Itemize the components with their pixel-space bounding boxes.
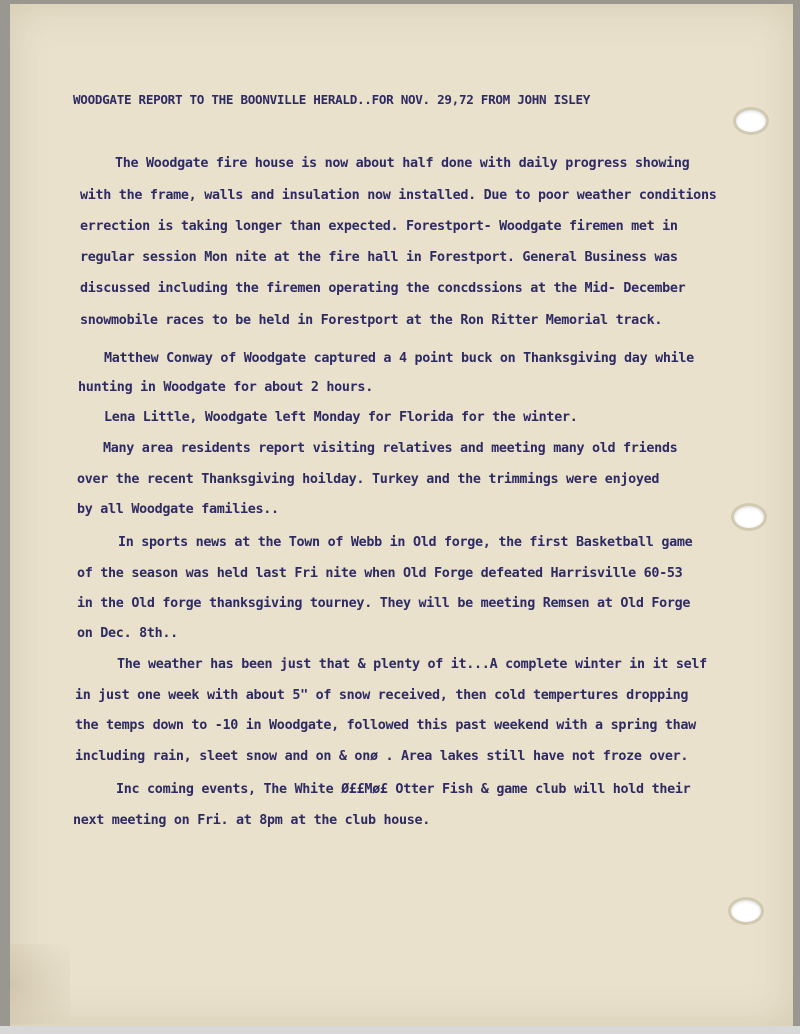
text-line-9: Lena Little, Woodgate left Monday for Florida for the winter. xyxy=(104,410,578,425)
text-line-21: Inc coming events, The White Ø££Mø£ Otter Fish & game club will hold their xyxy=(116,782,691,797)
text-line-12: by all Woodgate families.. xyxy=(77,502,279,517)
text-line-20: including rain, sleet snow and on & onø . Area lakes still have not froze over. xyxy=(75,749,689,764)
text-line-17: The weather has been just that & plenty of it...A complete winter in it self xyxy=(117,657,707,672)
text-line-15: in the Old forge thanksgiving tourney. They will be meeting Remsen at Old Forge xyxy=(77,596,691,611)
text-line-3: errection is taking longer than expected. Forestport- Woodgate firemen met in xyxy=(80,219,678,234)
paper-stain xyxy=(10,944,70,1024)
text-line-14: of the season was held last Fri nite when Old Forge defeated Harrisville 60-53 xyxy=(77,566,683,581)
text-line-2: with the frame, walls and insulation now installed. Due to poor weather conditions xyxy=(80,188,717,203)
bottom-margin xyxy=(0,1026,800,1034)
text-line-16: on Dec. 8th.. xyxy=(77,626,178,641)
text-line-1: The Woodgate fire house is now about half done with daily progress showing xyxy=(115,156,690,171)
text-line-11: over the recent Thanksgiving hoilday. Turkey and the trimmings were enjoyed xyxy=(77,472,660,487)
text-line-6: snowmobile races to be held in Forestport at the Ron Ritter Memorial track. xyxy=(80,313,663,328)
text-line-13: In sports news at the Town of Webb in Old forge, the first Basketball game xyxy=(118,535,693,550)
punch-hole-bottom xyxy=(731,900,761,922)
punch-hole-top xyxy=(736,110,766,132)
text-line-18: in just one week with about 5" of snow received, then cold tempertures dropping xyxy=(75,688,689,703)
text-line-22: next meeting on Fri. at 8pm at the club house. xyxy=(73,813,431,828)
text-line-8: hunting in Woodgate for about 2 hours. xyxy=(78,380,373,395)
text-line-5: discussed including the firemen operating the concdssions at the Mid- December xyxy=(80,281,686,296)
text-line-7: Matthew Conway of Woodgate captured a 4 point buck on Thanksgiving day while xyxy=(104,351,694,366)
text-line-4: regular session Mon nite at the fire hall in Forestport. General Business was xyxy=(80,250,678,265)
report-header: WOODGATE REPORT TO THE BOONVILLE HERALD..FOR NOV. 29,72 FROM JOHN ISLEY xyxy=(73,92,591,107)
punch-hole-middle xyxy=(734,506,764,528)
text-line-19: the temps down to -10 in Woodgate, followed this past weekend with a spring thaw xyxy=(75,718,696,733)
text-line-10: Many area residents report visiting relatives and meeting many old friends xyxy=(103,441,678,456)
